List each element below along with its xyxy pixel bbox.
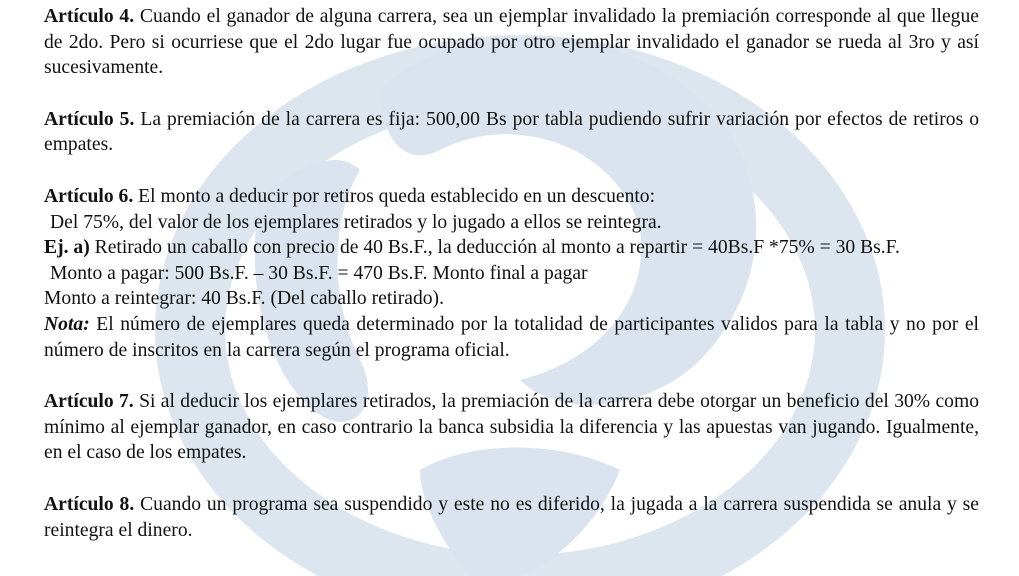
article-8-text: Cuando un programa sea suspendido y este no es diferido, la jugada a la carrera suspendida se anula y se reintegra el dinero. — [44, 493, 979, 541]
refund-line: Monto a reintegrar: 40 Bs.F. (Del caballo retirado). — [44, 288, 444, 310]
article-5-label: Artículo 5. — [44, 108, 135, 130]
article-7-text: Si al deducir los ejemplares retirados, la premiación de la carrera debe otorgar un beneficio del 30% como mínimo al ejemplar ganador, en caso contrario la banca subsidia la diferencia y las apuestas van jugando. Igualmente, en el caso de los empates. — [44, 391, 980, 464]
article-6-label: Artículo 6. — [44, 185, 134, 207]
article-6 — [44, 184, 979, 363]
article-8-label: Artículo 8. — [44, 493, 135, 515]
article-8 — [44, 492, 979, 543]
article-4-text: Cuando el ganador de alguna carrera, sea un ejemplar invalidado la premiación corresponde al que llegue de 2do. Pero si ocurriese que el 2do lugar fue ocupado por otro ejemplar invalidado el ganador se rueda al 3ro y así sucesivamente. — [44, 6, 979, 79]
article-4-label: Artículo 4. — [44, 6, 135, 27]
article-6-text: El monto a deducir por retiros queda establecido en un descuento: — [138, 185, 656, 207]
article-5-text: La premiación de la carrera es fija: 500,00 Bs por tabla pudiendo sufrir variación por efectos de retiros o empates. — [44, 108, 979, 156]
article-6-line2: Del 75%, del valor de los ejemplares retirados y lo jugado a ellos se reintegra. — [50, 211, 662, 233]
document-body — [44, 4, 979, 543]
article-7 — [44, 389, 979, 466]
pay-line: Monto a pagar: 500 Bs.F. – 30 Bs.F. = 470 Bs.F. Monto final a pagar — [50, 262, 588, 284]
article-5 — [44, 107, 979, 158]
article-4 — [44, 4, 979, 81]
note-text: El número de ejemplares queda determinado por la totalidad de participantes validos para la tabla y no por el número de inscritos en la carrera según el programa oficial. — [44, 313, 979, 361]
article-7-label: Artículo 7. — [44, 391, 134, 413]
note-label: Nota: — [44, 313, 90, 335]
example-label: Ej. a) — [44, 237, 90, 259]
example-text: Retirado un caballo con precio de 40 Bs.F., la deducción al monto a repartir = 40Bs.F *75% = 30 Bs.F. — [94, 237, 900, 259]
